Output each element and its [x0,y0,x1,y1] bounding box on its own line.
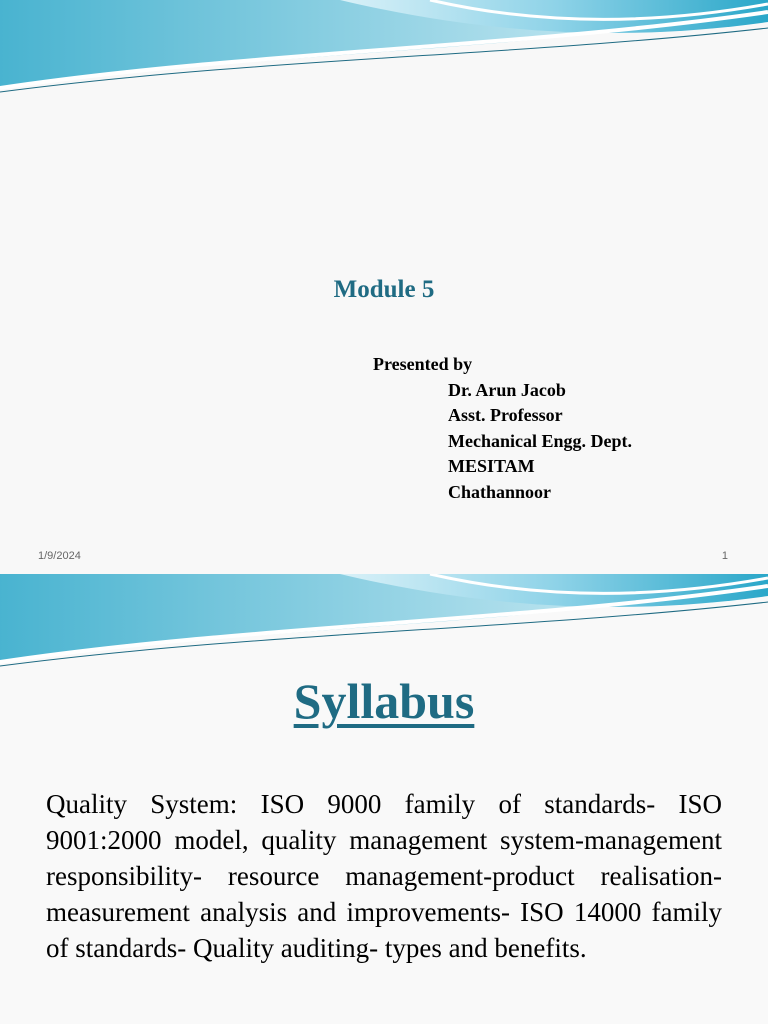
presenter-designation: Asst. Professor [448,405,563,425]
presenter-department: Mechanical Engg. Dept. [448,430,632,451]
wave-decoration-top [0,0,768,100]
presenter-label: Presented by [373,354,473,374]
presenter-block [373,352,632,505]
slide-number: 1 [721,550,728,562]
syllabus-heading [0,672,768,730]
footer-date: 1/9/2024 [38,550,81,562]
slide-title: Module 5 [333,276,435,303]
slide-2 [0,574,768,1024]
presenter-location: Chathannoor [448,481,552,502]
syllabus-body: Quality System: ISO 9000 family of standards- ISO 9001:2000 model, quality management system-management responsibility- resource management-product realisation- measurement analysis and improvements- ISO 14000 family of standards- Quality auditing- types and benefits. [46,789,722,963]
presenter-institution: MESITAM [448,456,535,476]
presenter-name: Dr. Arun Jacob [448,379,566,400]
syllabus-heading-text: Syllabus [293,673,475,729]
wave-decoration-top [0,574,768,674]
